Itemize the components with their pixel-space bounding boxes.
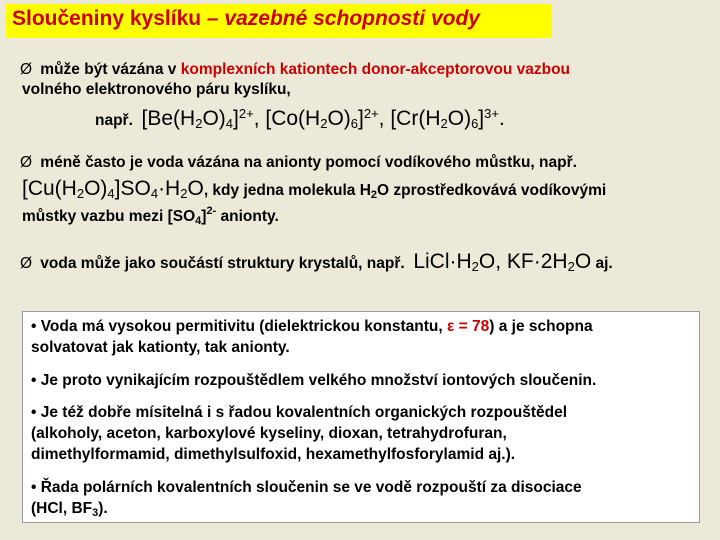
box-bullet4-line1: • Řada polárních kovalentních sloučenin se ve vodě rozpouští za disociace [31, 479, 582, 496]
formula-be: $[Be(H_2O)_4]^{2+}$, [141, 106, 266, 131]
point2-line3: můstky vazbu mezi $[SO_4]^{2-}$ anionty. [22, 205, 279, 227]
box-bullet3-line1: • Je též dobře mísitelná i s řadou kovalentních organických rozpouštědel [31, 404, 568, 421]
info-box [22, 311, 700, 523]
box-bullet4-line2: (HCl, $BF_3$). [31, 500, 108, 519]
formula-cu: $[Cu(H_2O)_4]SO_4\cdot H_2O$ [22, 177, 204, 201]
permittivity-value: ε = 78 [446, 318, 490, 335]
arrow-bullet-icon: Ø [20, 61, 33, 78]
formula-co: $[Co(H_2O)_6]^{2+}$, [265, 106, 391, 131]
formula-licl: $LiCl\cdot H_2O$, [413, 250, 507, 274]
highlight-text: komplexních kationtech donor-akceptorovou vazbou [180, 61, 571, 78]
point2-line2: $[Cu(H_2O)_4]SO_4\cdot H_2O$, kdy jedna molekula $H_2O$ zprostředkovává vodíkovými [22, 177, 607, 201]
arrow-bullet-icon: Ø [20, 255, 33, 272]
box-bullet3-line2: (alkoholy, aceton, karboxylové kyseliny, dioxan, tetrahydrofuran, [31, 425, 507, 442]
slide-title [12, 7, 480, 31]
formula-cr: $[Cr(H_2O)_6]^{3+}$. [390, 106, 505, 131]
title-sub: – vazebné schopnosti vody [206, 7, 480, 30]
formula-kf: $KF\cdot 2H_2O$ [506, 250, 592, 274]
example-label: např. [95, 112, 133, 129]
box-bullet2: • Je proto vynikajícím rozpouštědlem velkého množství iontových sloučenin. [31, 372, 597, 389]
title-main: Sloučeniny kyslíku [12, 7, 207, 30]
point3-line1: Ø voda může jako součástí struktury krystalů, např. $LiCl\cdot H_2O$, $KF\cdot 2H_2O$ aj. [20, 250, 613, 274]
box-bullet1-line2: solvatovat jak kationty, tak anionty. [31, 339, 290, 356]
box-bullet3-line3: dimethylformamid, dimethylsulfoxid, hexamethylfosforylamid aj.). [31, 446, 516, 463]
point1-line1: Ø může být vázána v komplexních kationtech donor-akceptorovou vazbou [20, 61, 571, 78]
point2-line1: Ø méně často je voda vázána na anionty pomocí vodíkového můstku, např. [20, 154, 577, 171]
point1-line2: volného elektronového páru kyslíku, [22, 81, 291, 98]
arrow-bullet-icon: Ø [20, 154, 33, 171]
box-bullet1-line1: • Voda má vysokou permitivitu (dielektrickou konstantu, ε = 78) a je schopna [31, 318, 593, 335]
point1-formulas [95, 106, 505, 131]
